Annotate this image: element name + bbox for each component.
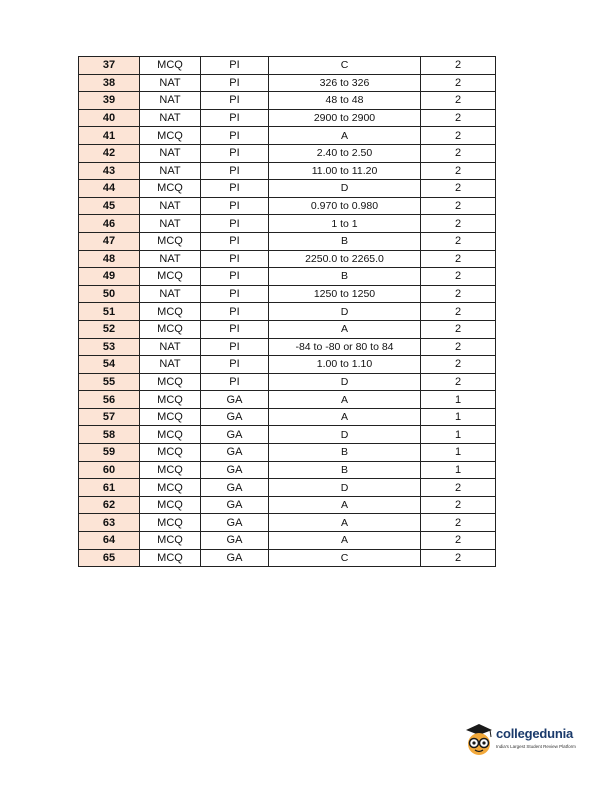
section-cell: PI bbox=[201, 197, 269, 215]
question-number-cell: 61 bbox=[79, 479, 140, 497]
question-number-cell: 50 bbox=[79, 285, 140, 303]
table-row bbox=[79, 320, 496, 338]
section-cell: PI bbox=[201, 303, 269, 321]
table-row bbox=[79, 373, 496, 391]
answer-key-cell: D bbox=[269, 373, 421, 391]
marks-cell: 1 bbox=[421, 408, 496, 426]
question-type-cell: NAT bbox=[140, 285, 201, 303]
table-row bbox=[79, 268, 496, 286]
section-cell: PI bbox=[201, 144, 269, 162]
answer-key-cell: B bbox=[269, 232, 421, 250]
table-row bbox=[79, 92, 496, 110]
table-row bbox=[79, 250, 496, 268]
section-cell: PI bbox=[201, 320, 269, 338]
question-number-cell: 54 bbox=[79, 356, 140, 374]
marks-cell: 2 bbox=[421, 109, 496, 127]
answer-key-cell: 326 to 326 bbox=[269, 74, 421, 92]
section-cell: GA bbox=[201, 496, 269, 514]
section-cell: PI bbox=[201, 127, 269, 145]
question-number-cell: 44 bbox=[79, 180, 140, 198]
marks-cell: 2 bbox=[421, 127, 496, 145]
question-number-cell: 63 bbox=[79, 514, 140, 532]
answer-key-cell: A bbox=[269, 127, 421, 145]
section-cell: PI bbox=[201, 285, 269, 303]
marks-cell: 2 bbox=[421, 144, 496, 162]
answer-key-cell: A bbox=[269, 514, 421, 532]
marks-cell: 2 bbox=[421, 268, 496, 286]
marks-cell: 2 bbox=[421, 479, 496, 497]
marks-cell: 2 bbox=[421, 303, 496, 321]
table-row bbox=[79, 57, 496, 75]
question-type-cell: NAT bbox=[140, 338, 201, 356]
answer-key-cell: B bbox=[269, 268, 421, 286]
question-number-cell: 42 bbox=[79, 144, 140, 162]
question-type-cell: MCQ bbox=[140, 461, 201, 479]
question-type-cell: MCQ bbox=[140, 127, 201, 145]
marks-cell: 2 bbox=[421, 74, 496, 92]
question-number-cell: 39 bbox=[79, 92, 140, 110]
question-type-cell: NAT bbox=[140, 197, 201, 215]
section-cell: PI bbox=[201, 373, 269, 391]
question-number-cell: 57 bbox=[79, 408, 140, 426]
marks-cell: 2 bbox=[421, 532, 496, 550]
table-row bbox=[79, 461, 496, 479]
answer-key-cell: 2250.0 to 2265.0 bbox=[269, 250, 421, 268]
answer-key-cell: 2900 to 2900 bbox=[269, 109, 421, 127]
owl-with-glasses-icon bbox=[462, 718, 496, 758]
answer-key-cell: D bbox=[269, 303, 421, 321]
answer-key-cell: 2.40 to 2.50 bbox=[269, 144, 421, 162]
table-row bbox=[79, 74, 496, 92]
table-row bbox=[79, 408, 496, 426]
answer-key-cell: C bbox=[269, 57, 421, 75]
marks-cell: 1 bbox=[421, 444, 496, 462]
question-number-cell: 43 bbox=[79, 162, 140, 180]
marks-cell: 2 bbox=[421, 373, 496, 391]
question-type-cell: NAT bbox=[140, 162, 201, 180]
question-type-cell: MCQ bbox=[140, 232, 201, 250]
section-cell: PI bbox=[201, 356, 269, 374]
answer-key-cell: C bbox=[269, 549, 421, 567]
question-type-cell: MCQ bbox=[140, 391, 201, 409]
question-number-cell: 55 bbox=[79, 373, 140, 391]
answer-key-cell: -84 to -80 or 80 to 84 bbox=[269, 338, 421, 356]
question-number-cell: 62 bbox=[79, 496, 140, 514]
marks-cell: 2 bbox=[421, 549, 496, 567]
marks-cell: 2 bbox=[421, 496, 496, 514]
table-row bbox=[79, 391, 496, 409]
question-number-cell: 49 bbox=[79, 268, 140, 286]
table-row bbox=[79, 338, 496, 356]
brand-name: collegedunia bbox=[496, 726, 574, 741]
answer-key-cell: A bbox=[269, 391, 421, 409]
question-type-cell: NAT bbox=[140, 109, 201, 127]
question-type-cell: MCQ bbox=[140, 57, 201, 75]
answer-key-cell: A bbox=[269, 496, 421, 514]
table-row bbox=[79, 232, 496, 250]
answer-key-cell: A bbox=[269, 532, 421, 550]
marks-cell: 2 bbox=[421, 250, 496, 268]
question-number-cell: 46 bbox=[79, 215, 140, 233]
answer-key-cell: A bbox=[269, 408, 421, 426]
question-number-cell: 51 bbox=[79, 303, 140, 321]
marks-cell: 2 bbox=[421, 180, 496, 198]
marks-cell: 1 bbox=[421, 426, 496, 444]
question-number-cell: 53 bbox=[79, 338, 140, 356]
section-cell: PI bbox=[201, 215, 269, 233]
marks-cell: 2 bbox=[421, 356, 496, 374]
marks-cell: 2 bbox=[421, 92, 496, 110]
table-row bbox=[79, 180, 496, 198]
answer-key-cell: B bbox=[269, 444, 421, 462]
section-cell: GA bbox=[201, 479, 269, 497]
answer-key-cell: D bbox=[269, 180, 421, 198]
section-cell: GA bbox=[201, 444, 269, 462]
answer-key-cell: 48 to 48 bbox=[269, 92, 421, 110]
table-row bbox=[79, 514, 496, 532]
question-type-cell: MCQ bbox=[140, 549, 201, 567]
question-type-cell: MCQ bbox=[140, 426, 201, 444]
section-cell: GA bbox=[201, 408, 269, 426]
table-row bbox=[79, 479, 496, 497]
question-type-cell: MCQ bbox=[140, 303, 201, 321]
marks-cell: 1 bbox=[421, 391, 496, 409]
question-number-cell: 60 bbox=[79, 461, 140, 479]
answer-key-cell: 1250 to 1250 bbox=[269, 285, 421, 303]
section-cell: PI bbox=[201, 232, 269, 250]
answer-key-cell: 1.00 to 1.10 bbox=[269, 356, 421, 374]
question-type-cell: MCQ bbox=[140, 532, 201, 550]
question-number-cell: 56 bbox=[79, 391, 140, 409]
question-number-cell: 59 bbox=[79, 444, 140, 462]
marks-cell: 2 bbox=[421, 285, 496, 303]
marks-cell: 2 bbox=[421, 162, 496, 180]
table-row bbox=[79, 426, 496, 444]
marks-cell: 2 bbox=[421, 320, 496, 338]
marks-cell: 2 bbox=[421, 197, 496, 215]
section-cell: GA bbox=[201, 514, 269, 532]
question-type-cell: MCQ bbox=[140, 180, 201, 198]
marks-cell: 2 bbox=[421, 215, 496, 233]
question-type-cell: MCQ bbox=[140, 444, 201, 462]
table-row bbox=[79, 144, 496, 162]
section-cell: PI bbox=[201, 74, 269, 92]
question-number-cell: 40 bbox=[79, 109, 140, 127]
marks-cell: 2 bbox=[421, 232, 496, 250]
section-cell: GA bbox=[201, 549, 269, 567]
table-row bbox=[79, 496, 496, 514]
question-type-cell: MCQ bbox=[140, 320, 201, 338]
answer-key-cell: D bbox=[269, 479, 421, 497]
question-number-cell: 38 bbox=[79, 74, 140, 92]
section-cell: PI bbox=[201, 338, 269, 356]
marks-cell: 2 bbox=[421, 514, 496, 532]
section-cell: PI bbox=[201, 250, 269, 268]
section-cell: PI bbox=[201, 109, 269, 127]
table-row bbox=[79, 532, 496, 550]
table-row bbox=[79, 549, 496, 567]
question-number-cell: 52 bbox=[79, 320, 140, 338]
brand-tagline: India's Largest Student Review Platform bbox=[496, 744, 576, 749]
question-number-cell: 45 bbox=[79, 197, 140, 215]
answer-key-cell: 11.00 to 11.20 bbox=[269, 162, 421, 180]
question-type-cell: NAT bbox=[140, 215, 201, 233]
question-number-cell: 47 bbox=[79, 232, 140, 250]
question-type-cell: MCQ bbox=[140, 496, 201, 514]
question-type-cell: MCQ bbox=[140, 268, 201, 286]
table-row bbox=[79, 215, 496, 233]
table-row bbox=[79, 444, 496, 462]
section-cell: GA bbox=[201, 426, 269, 444]
question-type-cell: NAT bbox=[140, 144, 201, 162]
section-cell: GA bbox=[201, 461, 269, 479]
question-type-cell: NAT bbox=[140, 74, 201, 92]
question-type-cell: NAT bbox=[140, 250, 201, 268]
section-cell: PI bbox=[201, 162, 269, 180]
section-cell: PI bbox=[201, 57, 269, 75]
answer-key-cell: 1 to 1 bbox=[269, 215, 421, 233]
section-cell: GA bbox=[201, 532, 269, 550]
marks-cell: 2 bbox=[421, 57, 496, 75]
answer-key-table bbox=[78, 56, 496, 567]
question-type-cell: NAT bbox=[140, 356, 201, 374]
question-number-cell: 37 bbox=[79, 57, 140, 75]
table-row bbox=[79, 127, 496, 145]
question-type-cell: MCQ bbox=[140, 408, 201, 426]
section-cell: GA bbox=[201, 391, 269, 409]
question-type-cell: MCQ bbox=[140, 373, 201, 391]
question-number-cell: 41 bbox=[79, 127, 140, 145]
marks-cell: 1 bbox=[421, 461, 496, 479]
section-cell: PI bbox=[201, 180, 269, 198]
table-row bbox=[79, 285, 496, 303]
section-cell: PI bbox=[201, 92, 269, 110]
answer-key-cell: A bbox=[269, 320, 421, 338]
table-row bbox=[79, 109, 496, 127]
question-type-cell: MCQ bbox=[140, 479, 201, 497]
question-number-cell: 64 bbox=[79, 532, 140, 550]
question-number-cell: 65 bbox=[79, 549, 140, 567]
table-row bbox=[79, 303, 496, 321]
section-cell: PI bbox=[201, 268, 269, 286]
table-row bbox=[79, 356, 496, 374]
marks-cell: 2 bbox=[421, 338, 496, 356]
question-type-cell: MCQ bbox=[140, 514, 201, 532]
table-row bbox=[79, 162, 496, 180]
answer-rows bbox=[79, 57, 496, 567]
question-type-cell: NAT bbox=[140, 92, 201, 110]
table-row bbox=[79, 197, 496, 215]
answer-key-cell: B bbox=[269, 461, 421, 479]
answer-key-cell: 0.970 to 0.980 bbox=[269, 197, 421, 215]
answer-key-cell: D bbox=[269, 426, 421, 444]
question-number-cell: 48 bbox=[79, 250, 140, 268]
question-number-cell: 58 bbox=[79, 426, 140, 444]
